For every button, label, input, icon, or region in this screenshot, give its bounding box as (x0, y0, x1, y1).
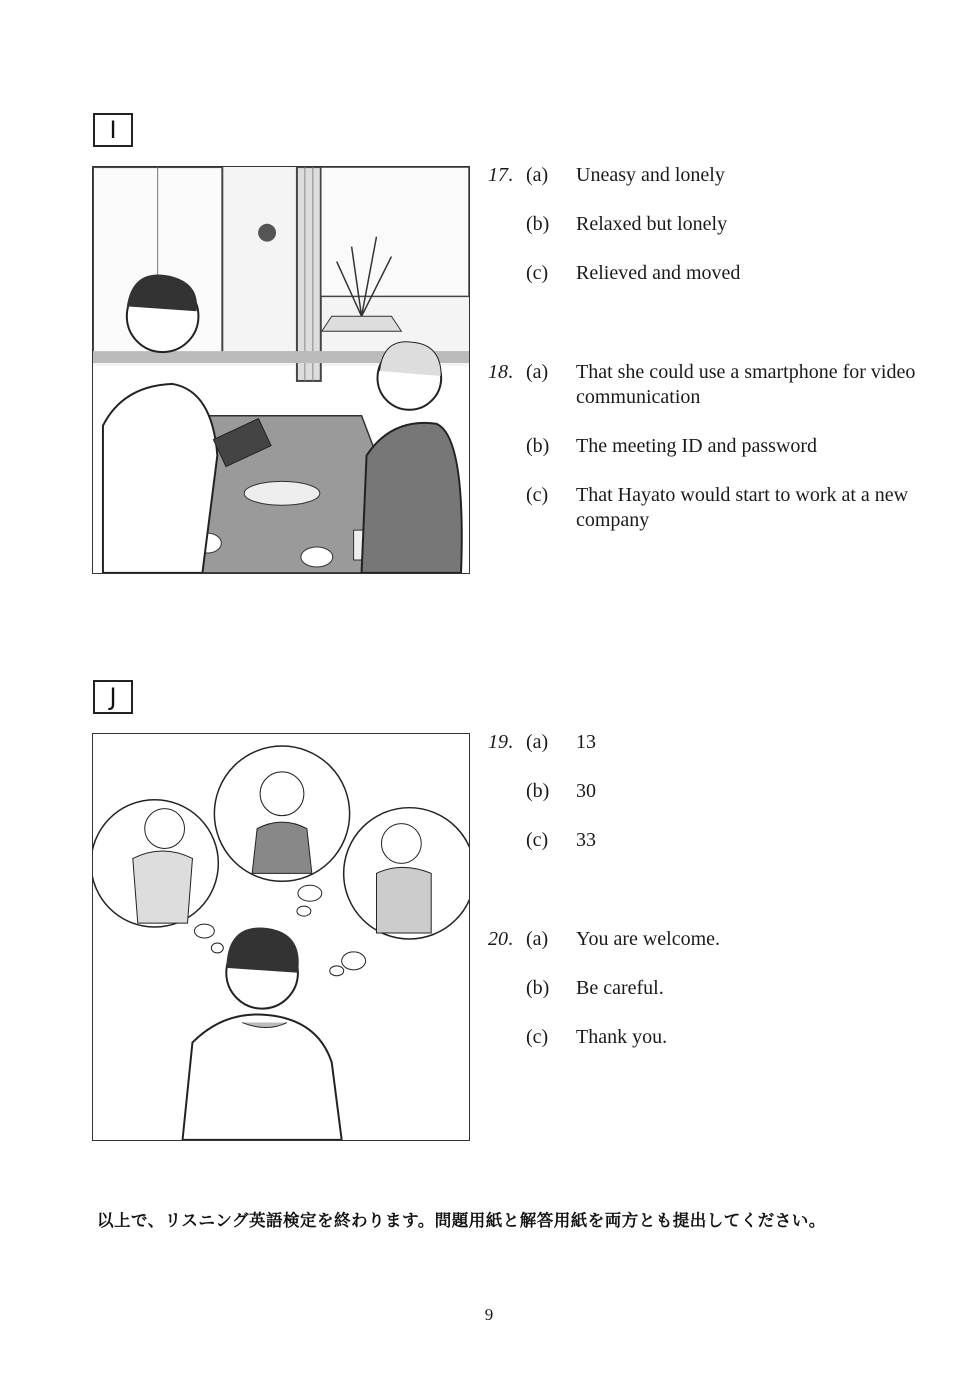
option-text: 33 (576, 829, 596, 851)
question-number: 18. (488, 361, 513, 383)
option-letter: (c) (526, 829, 549, 851)
option-letter: (a) (526, 361, 549, 383)
section-label-j: J (93, 680, 133, 714)
option-text: You are welcome. (576, 928, 721, 950)
option-text: That she could use a smartphone for video communication (576, 361, 916, 408)
option-letter: (b) (526, 977, 550, 999)
option-text: Be careful. (576, 977, 664, 999)
illustration-man-thinking-of-grandparents (92, 733, 470, 1141)
question-number: 20. (488, 928, 513, 950)
question-18 (488, 360, 928, 540)
option-letter: (c) (526, 1026, 549, 1048)
question-17 (488, 163, 928, 303)
question-number: 19. (488, 731, 513, 753)
page-number: 9 (484, 1305, 494, 1324)
option-letter: (b) (526, 213, 550, 235)
section-label-i: I (93, 113, 133, 147)
option-text: Relieved and moved (576, 262, 741, 284)
illustration-grandmother-video-call (92, 166, 470, 574)
option-text: Uneasy and lonely (576, 164, 725, 186)
question-number: 17. (488, 164, 513, 186)
option-text: Relaxed but lonely (576, 213, 728, 235)
option-text: The meeting ID and password (576, 435, 818, 457)
question-20 (488, 927, 928, 1067)
illustration-j-drawing (93, 734, 469, 1140)
question-19 (488, 730, 928, 870)
option-text: That Hayato would start to work at a new company (576, 484, 909, 531)
option-letter: (c) (526, 484, 549, 506)
option-text: 13 (576, 731, 596, 753)
option-letter: (b) (526, 435, 550, 457)
option-letter: (a) (526, 164, 549, 186)
illustration-i-drawing (93, 167, 469, 573)
option-letter: (b) (526, 780, 550, 802)
closing-instructions: 以上で、リスニング英語検定を終わります。問題用紙と解答用紙を両方とも提出してください。 (97, 1211, 826, 1230)
option-letter: (c) (526, 262, 549, 284)
option-letter: (a) (526, 928, 549, 950)
option-letter: (a) (526, 731, 549, 753)
option-text: Thank you. (576, 1026, 668, 1048)
option-text: 30 (576, 780, 596, 802)
